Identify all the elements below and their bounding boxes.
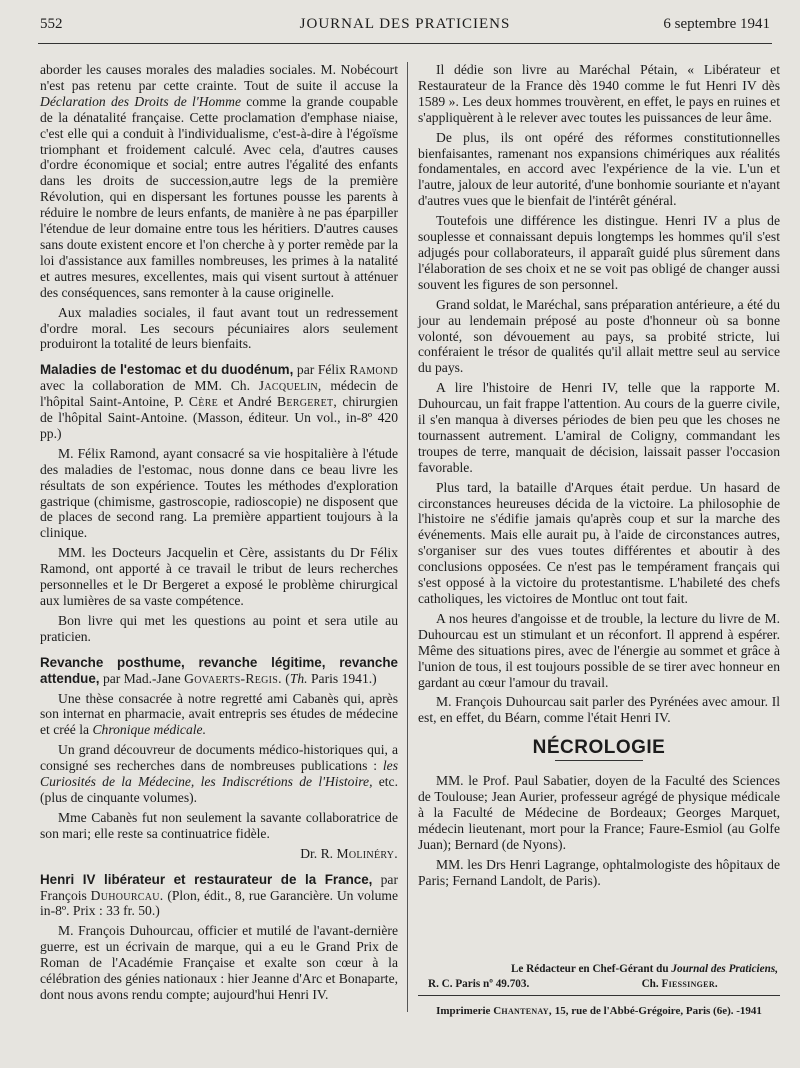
journal-title: JOURNAL DES PRATICIENS bbox=[299, 16, 511, 32]
book-title: Henri IV libérateur et restaurateur de la France, bbox=[40, 871, 373, 887]
paragraph: MM. les Docteurs Jacquelin et Cère, assistants du Dr Félix Ramond, ont apporté à ce travail le tribut de leurs recherches personnelles et le Dr Bergeret a exposé le problème chirurgical aux lumières de sa vaste compétence. bbox=[40, 545, 398, 608]
paragraph: Grand soldat, le Maréchal, sans préparation antérieure, a été du jour au lendemain préposé au poste d'honneur où sa bonne volonté, son dévouement au pays, sa probité stricte, lui conféraient le trésor de qualités qu'il allait mettre seul au service du pays. bbox=[418, 296, 780, 376]
book-title: Maladies de l'estomac et du duodénum, bbox=[40, 362, 294, 378]
issue-date: 6 septembre 1941 bbox=[663, 16, 770, 32]
paragraph: aborder les causes morales des maladies sociales. M. Nobécourt n'est pas retenu par cette crainte. Tout de suite il accuse la Déclaration des Droits de l'Homme comme la grande coupable de la dénatalité française. Cette proclamation d'emphase niaise, c'est elle qui a conduit à l'individualisme, c'est-à-dire à l'égoïsme triomphant et froidement calculé. Avec cela, d'autres causes d'ordre économique et social; entre autres l'égalité des enfants dans les droits de succession,autre legs de la première Révolution, qui en dispersant les fortunes pousse les parents à réduire le nombre de leurs enfants, de manière à ne pas éparpiller l'étendue de leur domaine entre tous les héritiers. D'autres causes sans doute existent encore et l'on cherche à y porter remède par la loi d'assistance aux familles nombreuses, les primes à la natalité et autres mesures, excellentes, mais qui visent surtout à atténuer des conséquences, sans remonter à la cause originelle. bbox=[40, 62, 398, 300]
review-heading: Revanche posthume, revanche légitime, revanche attendue, par Mad.-Jane Govaerts-Regis. (Th. Paris 1941.) bbox=[40, 654, 398, 686]
necrology-paragraph: MM. les Drs Henri Lagrange, ophtalmologiste des hôpitaux de Paris; Fernand Landolt, de Paris). bbox=[418, 856, 780, 888]
footer-rule bbox=[418, 995, 780, 996]
paragraph: Une thèse consacrée à notre regretté ami Cabanès qui, après son internat en pharmacie, avait entrepris ses études de médecine et créé la Chronique médicale. bbox=[40, 690, 398, 738]
header-rule bbox=[38, 43, 772, 44]
editor-line: Le Rédacteur en Chef-Gérant du Journal des Praticiens, bbox=[510, 963, 778, 975]
book-title: Revanche posthume, revanche légitime, revanche attendue, bbox=[40, 654, 398, 686]
left-column bbox=[40, 62, 398, 1007]
right-column bbox=[418, 62, 780, 893]
paragraph: M. Félix Ramond, ayant consacré sa vie hospitalière à l'étude des maladies de l'estomac, nous donne dans ce beau livre les résultats de son expérience. Toutes les méthodes d'exploration gastrique (chimisme, gastroscopie, radioscopie) ne disposent que de places de second rang. La première appartient toujours à la clinique. bbox=[40, 445, 398, 541]
necrology-rule bbox=[555, 760, 643, 761]
paragraph: M. François Duhourcau sait parler des Pyrénées avec amour. Il est, en effet, du Béarn, comme l'était Henri IV. bbox=[418, 694, 780, 726]
paragraph: A lire l'histoire de Henri IV, telle que la rapporte M. Duhourcau, un fait frappe l'attention. Au cours de la guerre civile, il s'en manqua à diverses périodes de bien peu que les choses ne tournassent autrement. L'amiral de Coligny, commandant les troupes de terre, manquait de décision, laissait passer l'occasion favorable. bbox=[418, 380, 780, 475]
review-heading: Maladies de l'estomac et du duodénum, par Félix Ramond avec la collaboration de MM. Ch. Jacquelin, médecin de l'hôpital Saint-Antoine, P. Cère et André Bergeret, chirurgien de l'hôpital Saint-Antoine. (Masson, éditeur. Un vol., in-8º 420 pp.) bbox=[40, 362, 399, 441]
paragraph: Il dédie son livre au Maréchal Pétain, « Libérateur et Restaurateur de la France dès 1940 comme le fut Henri IV dès 1589 ». Les deux hommes trouvèrent, en effet, le pays en ruines et s'appliquèrent à le relever avec toutes les puissances de leur âme. bbox=[418, 62, 780, 125]
necrology-heading: NÉCROLOGIE bbox=[532, 737, 666, 759]
paragraph: De plus, ils ont opéré des réformes constitutionnelles bienfaisantes, ramenant nos expansions chimériques aux réalités fondamentales, en accord avec l'expérience de la vie. L'un et l'autre, jaloux de leur autorité, d'une bonhomie souriante et n'ayant d'autres vues que le bienfait de l'intérêt général. bbox=[418, 129, 780, 209]
necrology-paragraph: MM. le Prof. Paul Sabatier, doyen de la Faculté des Sciences de Toulouse; Jean Aurier, professeur agrégé de physique médicale à la Faculté de Médecine de Bordeaux; Georges Marquet, médecin lieutenant, mort pour la France; Faure-Esmiol (au Golfe Juan); Bernard (de Nyons). bbox=[418, 773, 780, 852]
paragraph: Toutefois une différence les distingue. Henri IV a plus de souplesse et connaissant depuis longtemps les hommes qu'il s'est adjugés pour collaborateurs, il apparaît guidé plus sûrement dans l'élaboration de ses choix et ne se voit pas obligé de changer aussi souvent les figures de son personnel. bbox=[418, 213, 780, 292]
editor-name: Ch. Fiessinger. bbox=[641, 978, 718, 990]
column-divider bbox=[407, 62, 408, 1012]
paragraph: Bon livre qui met les questions au point et sera utile au praticien. bbox=[40, 612, 398, 644]
editor-credit bbox=[428, 962, 778, 993]
trade-register: R. C. Paris nº 49.703. bbox=[428, 978, 530, 990]
running-head bbox=[40, 16, 770, 40]
paragraph: M. François Duhourcau, officier et mutilé de l'avant-dernière guerre, est un écrivain de marque, qui a eu le Grand Prix de Roman de l'Académie Française et exalte son cœur à la célébration des génies nationaux : hier Jeanne d'Arc et Bonaparte, dont nous avons rendu compte; aujourd'hui Henri IV. bbox=[40, 923, 399, 1002]
paragraph: Mme Cabanès fut non seulement la savante collaboratrice de son mari; elle reste sa continuatrice fidèle. bbox=[40, 809, 398, 841]
review-signature: Dr. R. Molinéry. bbox=[300, 845, 398, 861]
paragraph: Plus tard, la bataille d'Arques était perdue. Un hasard de circonstances heureuses décida de la victoire. La philosophie de l'histoire ne s'édifie jamais qu'après coup et sur la marche des événements. Mais elle aurait pu, à l'aide de circonstances autres, s'organiser sur des vues toutes différentes et aboutir à des conclusions opposées. Ce n'est pas le tempérament français qui s'est opposé à la victoire du protestantisme. L'habileté des chefs catholiques, les victoires de Montluc ont tout fait. bbox=[418, 479, 780, 606]
registration-line bbox=[428, 977, 778, 993]
review-heading: Henri IV libérateur et restaurateur de la France, par François Duhourcau. (Plon, édit., 8, rue Garancière. Un volume in-8º. Prix : 33 fr. 50.) bbox=[40, 871, 399, 919]
page-number: 552 bbox=[40, 16, 63, 32]
printer-imprint: Imprimerie Chantenay, 15, rue de l'Abbé-Grégoire, Paris (6e). -1941 bbox=[436, 1005, 762, 1017]
paragraph: Aux maladies sociales, il faut avant tout un redressement d'ordre moral. Les secours pécuniaires alors seulement produiront la totalité de leurs bienfaits. bbox=[40, 304, 398, 352]
paragraph: Un grand découvreur de documents médico-historiques qui, a consigné ses recherches dans de nombreuses publications : les Curiosités de la Médecine, les Indiscrétions de l'Histoire, etc. (plus de cinquante volumes). bbox=[40, 742, 398, 805]
paragraph: A nos heures d'angoisse et de trouble, la lecture du livre de M. Duhourcau est un stimulant et un réconfort. Il apprend à espérer. Même des situations pires, avec de l'énergie au sommet et grâce à l'union de tous, il est toujours possible de se tirer avec honneur en gardant au cœur l'amour du travail. bbox=[418, 610, 780, 690]
